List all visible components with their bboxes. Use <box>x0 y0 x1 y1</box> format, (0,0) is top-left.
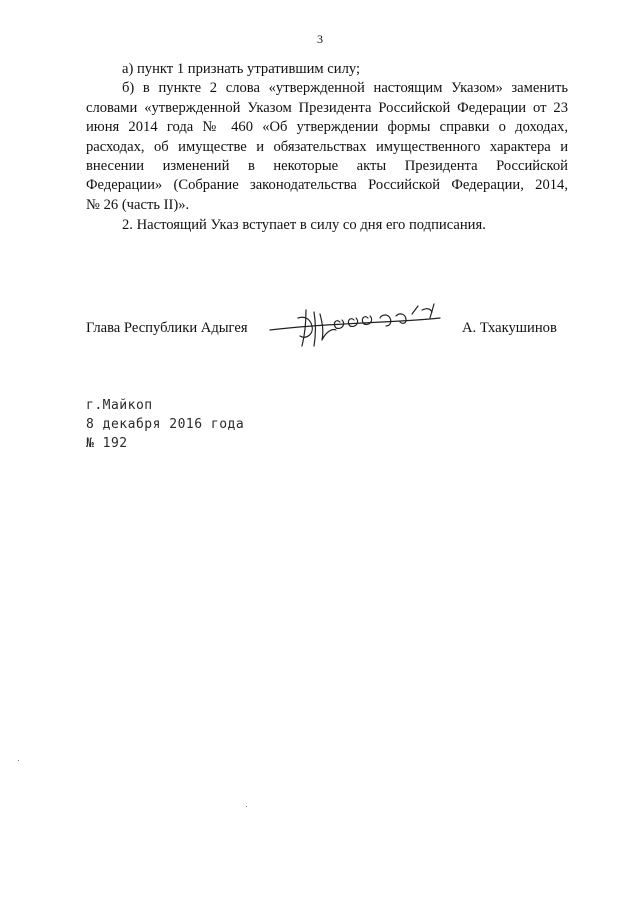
registration-stamp <box>86 396 244 453</box>
handwritten-signature <box>262 296 452 352</box>
signatory-title: Глава Республики Адыгея <box>86 320 248 336</box>
paragraph-b-line: б) в пункте 2 слова «утвержденной настоящим Указом» заменить <box>122 80 568 97</box>
scan-speck <box>18 760 19 761</box>
decree-number: № 192 <box>86 436 128 451</box>
date-of-signing: 8 декабря 2016 года <box>86 417 245 432</box>
place-of-signing: г.Майкоп <box>86 398 153 413</box>
scan-speck <box>246 806 247 807</box>
paragraph-b-line: Федерации» (Собрание законодательства Российской Федерации, 2014, <box>86 177 568 194</box>
paragraph-b-line: июня 2014 года № 460 «Об утверждении формы справки о доходах, <box>86 119 568 136</box>
paragraph-b-line: расходах, об имуществе и обязательствах имущественного характера и <box>86 138 568 155</box>
paragraph-2: 2. Настоящий Указ вступает в силу со дня его подписания. <box>122 217 486 233</box>
paragraph-b-line: словами «утвержденной Указом Президента Российской Федерации от 23 <box>86 99 568 116</box>
signatory-name: А. Тхакушинов <box>462 320 557 336</box>
amendments-block <box>86 60 568 215</box>
paragraph-b-line: внесении изменений в некоторые акты Президента Российской <box>86 158 568 175</box>
page-number: 3 <box>317 32 323 46</box>
paragraph-b-line: № 26 (часть II)». <box>86 196 190 213</box>
paragraph-a: а) пункт 1 признать утратившим силу; <box>122 61 361 77</box>
